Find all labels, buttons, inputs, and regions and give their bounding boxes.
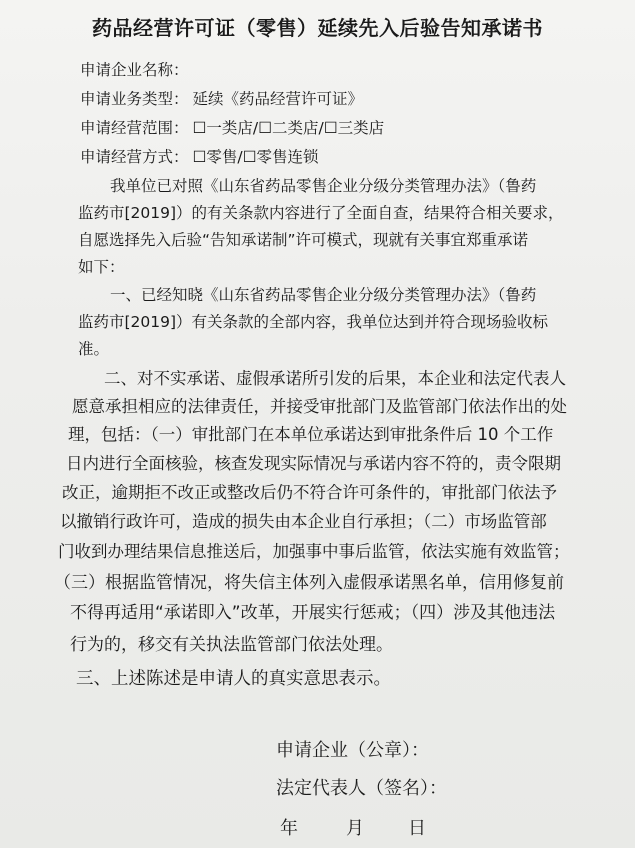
- field-label: 申请企业名称：: [80, 61, 189, 79]
- field-label: 申请经营方式：: [80, 148, 189, 166]
- field-business-type: [80, 87, 363, 109]
- item1-line: 准。: [78, 340, 110, 358]
- item2-line: 行为的，移交有关执法监管部门依法处理。: [70, 635, 393, 655]
- field-value: 延续《药品经营许可证》: [192, 90, 364, 108]
- item2-line: 愿意承担相应的法律责任，并接受审批部门及监管部门依法作出的处: [72, 397, 567, 416]
- item2-line: 二、对不实承诺、虚假承诺所引发的后果，本企业和法定代表人: [104, 369, 566, 388]
- field-value: ☐零售/☐零售连锁: [192, 148, 319, 166]
- field-label: 申请经营范围：: [80, 119, 189, 137]
- field-applicant-name: [80, 58, 193, 80]
- date-month: 月: [346, 818, 364, 839]
- item2-line: 以撤销行政许可，造成的损失由本企业自行承担；（二）市场监管部: [60, 512, 547, 531]
- date-year: 年: [280, 818, 298, 839]
- field-label: 申请业务类型：: [80, 90, 189, 108]
- date-day: 日: [408, 818, 426, 839]
- intro-line: 自愿选择先入后验“告知承诺制”许可模式，现就有关事宜郑重承诺: [78, 231, 529, 249]
- item2-line: 改正，逾期拒不改正或整改后仍不符合许可条件的，审批部门依法予: [62, 483, 557, 502]
- item2-line: 日内进行全面核验，核查发现实际情况与承诺内容不符的，责令限期: [66, 454, 561, 473]
- field-business-mode: [80, 145, 319, 167]
- item1-line: 监药市[2019]）有关条款的全部内容，我单位达到并符合现场验收标: [78, 313, 549, 331]
- signature-company: 申请企业（公章）：: [276, 740, 429, 761]
- item2-line: （三）根据监管情况，将失信主体列入虚假承诺黑名单，信用修复前: [54, 573, 564, 593]
- document-title: 药品经营许可证（零售）延续先入后验告知承诺书: [92, 16, 543, 40]
- item2-line: 门收到办理结果信息推送后，加强事中事后监管，依法实施有效监管；: [58, 542, 570, 561]
- field-value: ☐一类店/☐二类店/☐三类店: [192, 119, 385, 137]
- signature-representative: 法定代表人（签名）：: [276, 778, 447, 799]
- item2-line: 不得再适用“承诺即入”改革，开展实行惩戒；（四）涉及其他违法: [70, 603, 556, 623]
- item1-line: 一、已经知晓《山东省药品零售企业分级分类管理办法》（鲁药: [110, 286, 537, 304]
- item2-line: 理，包括：（一）审批部门在本单位承诺达到审批条件后 10 个工作: [68, 425, 554, 444]
- intro-line: 监药市[2019]）的有关条款内容进行了全面自查，结果符合相关要求，: [78, 204, 564, 222]
- intro-line: 如下：: [78, 258, 125, 276]
- item3-line: 三、上述陈述是申请人的真实意思表示。: [76, 669, 391, 689]
- intro-line: 我单位已对照《山东省药品零售企业分级分类管理办法》（鲁药: [110, 177, 537, 195]
- field-business-scope: [80, 116, 384, 138]
